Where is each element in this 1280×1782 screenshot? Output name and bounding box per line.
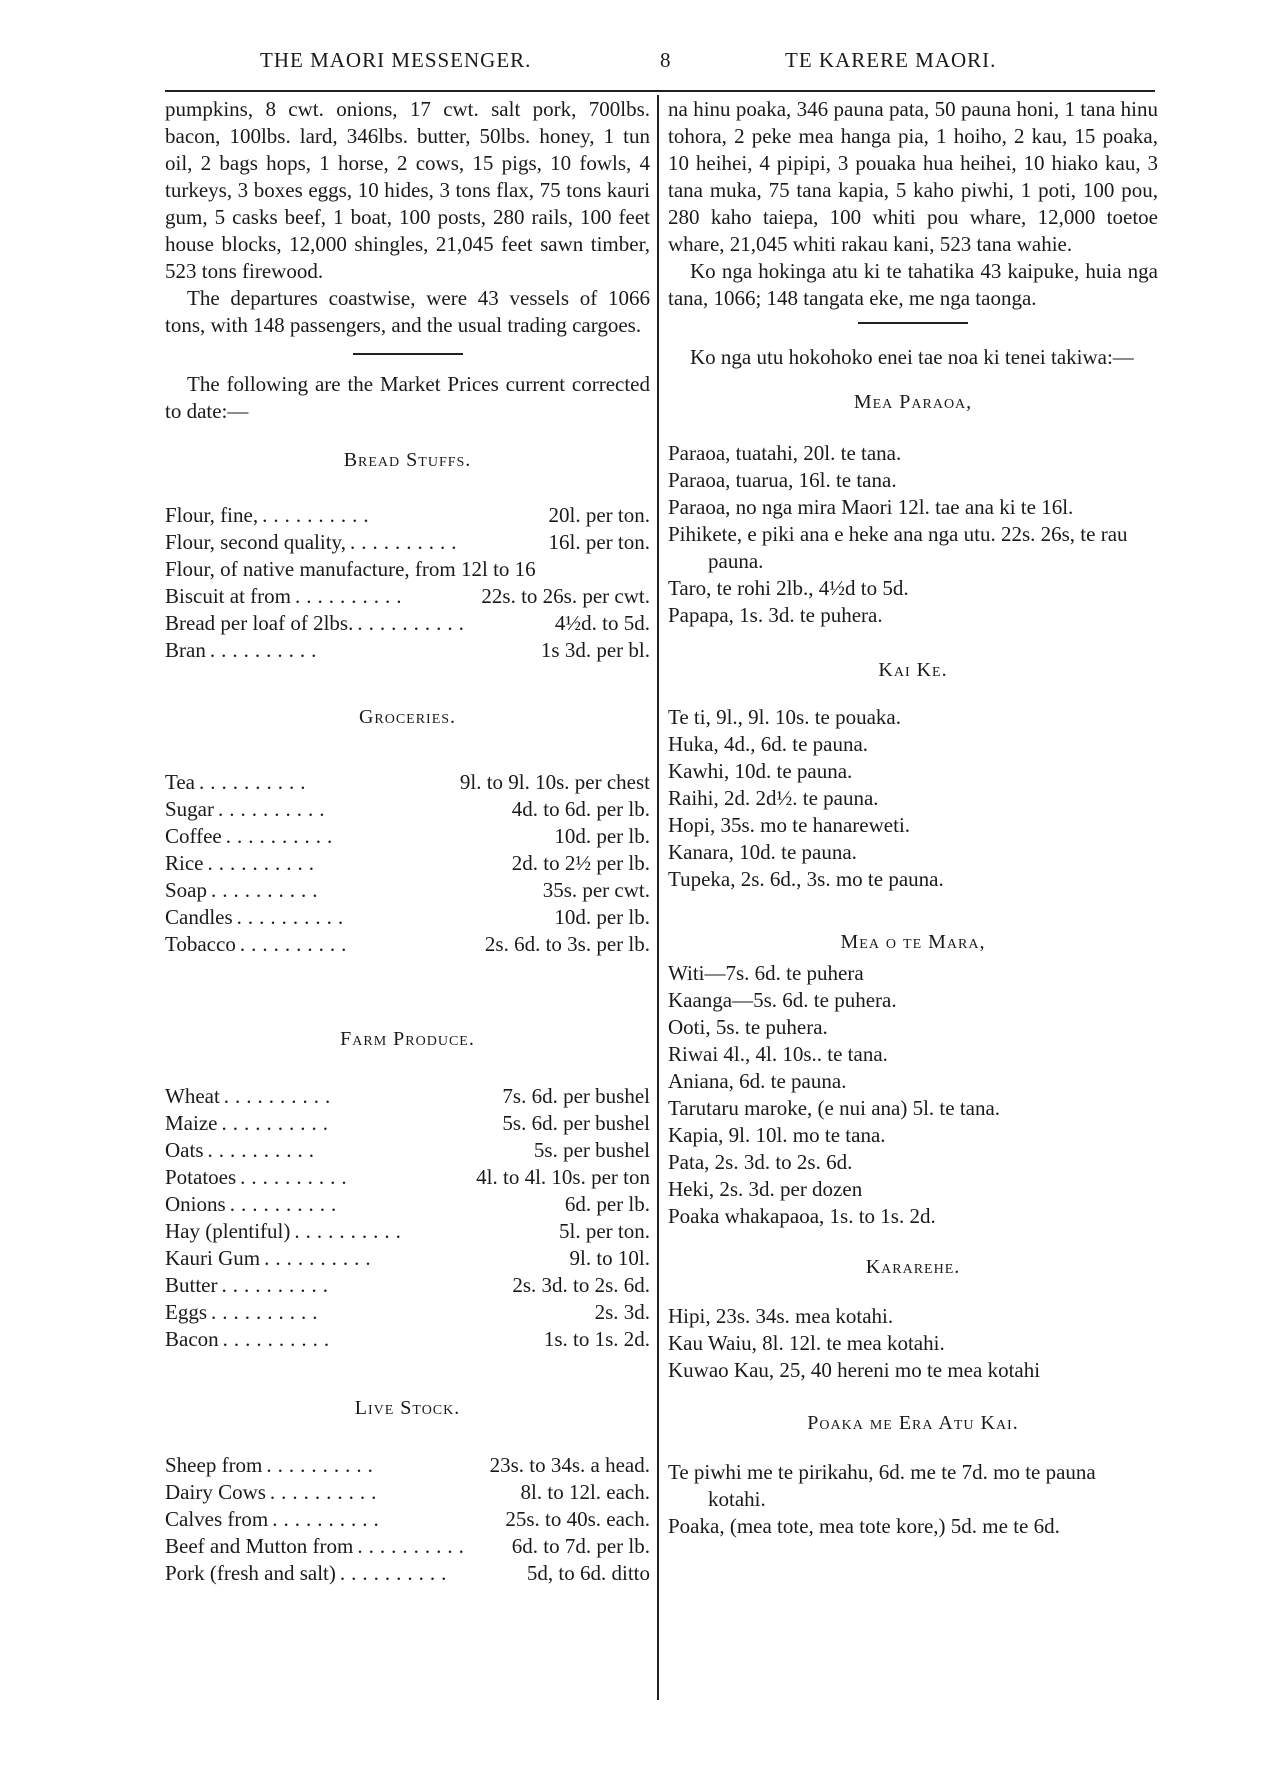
price-entry: Tupeka, 2s. 6d., 3s. mo te pauna. (668, 867, 944, 891)
price-entry: Rice .......... 2d. to 2½ per lb. (165, 851, 650, 875)
price-entry: Hay (plentiful) .......... 5l. per ton. (165, 1219, 650, 1243)
price-list-farm-produce (165, 1083, 650, 1353)
section-heading-kai-ke: Kai Ke. (878, 659, 948, 681)
section-heading-groceries: Groceries. (358, 706, 457, 728)
section-rule (353, 353, 463, 355)
price-entry: Beef and Mutton from .......... 6d. to 7d. per lb. (165, 1534, 650, 1558)
price-entry: Heki, 2s. 3d. per dozen (668, 1177, 863, 1201)
price-entry: Poaka, (mea tote, mea tote kore,) 5d. me te 6d. (668, 1514, 1060, 1538)
price-list-kai-ke (668, 704, 1158, 893)
price-entry: Kawhi, 10d. te pauna. (668, 759, 853, 783)
price-entry: Sugar .......... 4d. to 6d. per lb. (165, 797, 650, 821)
price-list-groceries (165, 769, 650, 958)
price-entry: Hopi, 35s. mo te hanareweti. (668, 813, 911, 837)
price-entry: Bran .......... 1s 3d. per bl. (165, 638, 650, 662)
price-list-mea-o-te-mara (668, 960, 1158, 1230)
section-heading-mea-paraoa: Mea Paraoa, (853, 391, 973, 413)
price-entry: Dairy Cows .......... 8l. to 12l. each. (165, 1480, 650, 1504)
price-entry: Riwai 4l., 4l. 10s.. te tana. (668, 1042, 888, 1066)
price-entry: Wheat .......... 7s. 6d. per bushel (165, 1084, 650, 1108)
price-entry: Tobacco .......... 2s. 6d. to 3s. per lb. (165, 932, 650, 956)
price-entry: Kau Waiu, 8l. 12l. te mea kotahi. (668, 1331, 945, 1355)
section-heading-poaka: Poaka me Era Atu Kai. (807, 1412, 1019, 1434)
price-entry: Hipi, 23s. 34s. mea kotahi. (668, 1304, 894, 1328)
price-entry: Flour, second quality, .......... 16l. per ton. (165, 530, 650, 554)
price-entry: Bacon .......... 1s. to 1s. 2d. (165, 1327, 650, 1351)
price-entry: Aniana, 6d. te pauna. (668, 1069, 847, 1093)
section-heading-live-stock: Live Stock. (354, 1397, 461, 1419)
cargo-list-paragraph: pumpkins, 8 cwt. onions, 17 cwt. salt pork, 700lbs. bacon, 100lbs. lard, 346lbs. butter, 50lbs. honey, 1 tun oil, 2 bags hops, 1 horse, 2 cows, 15 pigs, 10 fowls, 4 turkeys, 3 boxes eggs, 10 hides, 3 tons flax, 75 tons kauri gum, 5 casks beef, 1 boat, 100 posts, 280 rails, 100 feet house blocks, 12,000 shingles, 21,045 feet sawn timber, 523 tons firewood. (165, 97, 650, 283)
market-intro: The following are the Market Prices current corrected to date:— (165, 372, 650, 423)
price-entry: Kaanga—5s. 6d. te puhera. (668, 988, 897, 1012)
section-heading-bread-stuffs: Bread Stuffs. (343, 449, 472, 471)
price-entry: Papapa, 1s. 3d. te puhera. (668, 603, 883, 627)
price-entry: Ooti, 5s. te puhera. (668, 1015, 828, 1039)
departures-paragraph: The departures coastwise, were 43 vessels of 1066 tons, with 148 passengers, and the usual trading cargoes. (165, 286, 650, 337)
price-entry: Eggs .......... 2s. 3d. (165, 1300, 650, 1324)
price-entry: Tarutaru maroke, (e nui ana) 5l. te tana. (668, 1096, 1001, 1120)
departures-paragraph-maori: Ko nga hokinga atu ki te tahatika 43 kaipuke, huia nga tana, 1066; 148 tangata eke, me nga taonga. (668, 259, 1158, 310)
price-entry: Kanara, 10d. te pauna. (668, 840, 857, 864)
price-entry: Bread per loaf of 2lbs. .......... 4½d. to 5d. (165, 611, 650, 635)
price-entry: Soap .......... 35s. per cwt. (165, 878, 650, 902)
price-list-live-stock (165, 1452, 650, 1587)
price-entry: Calves from .......... 25s. to 40s. each. (165, 1507, 650, 1531)
english-column (165, 96, 650, 1587)
header-maori-title: TE KARERE MAORI. (785, 48, 997, 72)
price-entry: Flour, of native manufacture, from 12l to 16 (165, 557, 536, 581)
price-entry: Kuwao Kau, 25, 40 hereni mo te mea kotahi (668, 1358, 1041, 1382)
price-list-kararehe (668, 1303, 1158, 1384)
header-rule (165, 90, 1155, 92)
header-english-title: THE MAORI MESSENGER. (260, 48, 532, 72)
price-entry: Huka, 4d., 6d. te pauna. (668, 732, 869, 756)
price-entry: Te piwhi me te pirikahu, 6d. me te 7d. mo te pauna kotahi. (668, 1460, 1096, 1511)
price-entry: Witi—7s. 6d. te puhera (668, 961, 864, 985)
price-entry: Paraoa, tuatahi, 20l. te tana. (668, 441, 902, 465)
price-list-mea-paraoa (668, 440, 1158, 629)
price-entry: Pata, 2s. 3d. to 2s. 6d. (668, 1150, 853, 1174)
price-list-bread-stuffs (165, 502, 650, 664)
price-entry: Potatoes .......... 4l. to 4l. 10s. per ton (165, 1165, 650, 1189)
price-entry: Onions .......... 6d. per lb. (165, 1192, 650, 1216)
section-heading-kararehe: Kararehe. (865, 1256, 961, 1278)
price-entry: Sheep from .......... 23s. to 34s. a head. (165, 1453, 650, 1477)
price-entry: Oats .......... 5s. per bushel (165, 1138, 650, 1162)
price-entry: Poaka whakapaoa, 1s. to 1s. 2d. (668, 1204, 936, 1228)
price-entry: Biscuit at from .......... 22s. to 26s. per cwt. (165, 584, 650, 608)
column-divider (657, 95, 659, 1700)
price-entry: Kapia, 9l. 10l. mo te tana. (668, 1123, 886, 1147)
price-entry: Te ti, 9l., 9l. 10s. te pouaka. (668, 705, 901, 729)
price-entry: Paraoa, no nga mira Maori 12l. tae ana ki te 16l. (668, 495, 1074, 519)
price-entry: Candles .......... 10d. per lb. (165, 905, 650, 929)
price-entry: Pork (fresh and salt) .......... 5d, to 6d. ditto (165, 1561, 650, 1585)
cargo-list-paragraph-maori: na hinu poaka, 346 pauna pata, 50 pauna honi, 1 tana hinu tohora, 2 peke mea hanga pia, 1 hoiho, 2 kau, 15 poaka, 10 heihei, 4 pipipi, 3 pouaka hua heihei, 10 hiako kau, 3 tana muka, 75 tana kapia, 5 kaho piwhi, 1 poti, 100 pou, 280 kaho taiepa, 100 whiti pou whare, 12,000 toetoe whare, 21,045 whiti rakau kani, 523 tana wahie. (668, 97, 1158, 256)
price-entry: Taro, te rohi 2lb., 4½d to 5d. (668, 576, 909, 600)
section-heading-farm-produce: Farm Produce. (340, 1028, 475, 1050)
price-entry: Raihi, 2d. 2d½. te pauna. (668, 786, 879, 810)
price-list-poaka (668, 1459, 1158, 1540)
price-entry: Coffee .......... 10d. per lb. (165, 824, 650, 848)
price-entry: Paraoa, tuarua, 16l. te tana. (668, 468, 897, 492)
price-entry: Kauri Gum .......... 9l. to 10l. (165, 1246, 650, 1270)
section-rule (858, 322, 968, 324)
price-entry: Pihikete, e piki ana e heke ana nga utu. 22s. 26s, te rau pauna. (668, 522, 1128, 573)
price-entry: Tea .......... 9l. to 9l. 10s. per chest (165, 770, 650, 794)
section-heading-mea-o-te-mara: Mea o te Mara, (840, 931, 986, 953)
page-number: 8 (660, 48, 672, 72)
market-intro-maori: Ko nga utu hokohoko enei tae noa ki tenei takiwa:— (690, 345, 1134, 369)
page-header (150, 48, 1150, 78)
price-entry: Maize .......... 5s. 6d. per bushel (165, 1111, 650, 1135)
maori-column (668, 96, 1158, 1540)
price-entry: Butter .......... 2s. 3d. to 2s. 6d. (165, 1273, 650, 1297)
price-entry: Flour, fine, .......... 20l. per ton. (165, 503, 650, 527)
